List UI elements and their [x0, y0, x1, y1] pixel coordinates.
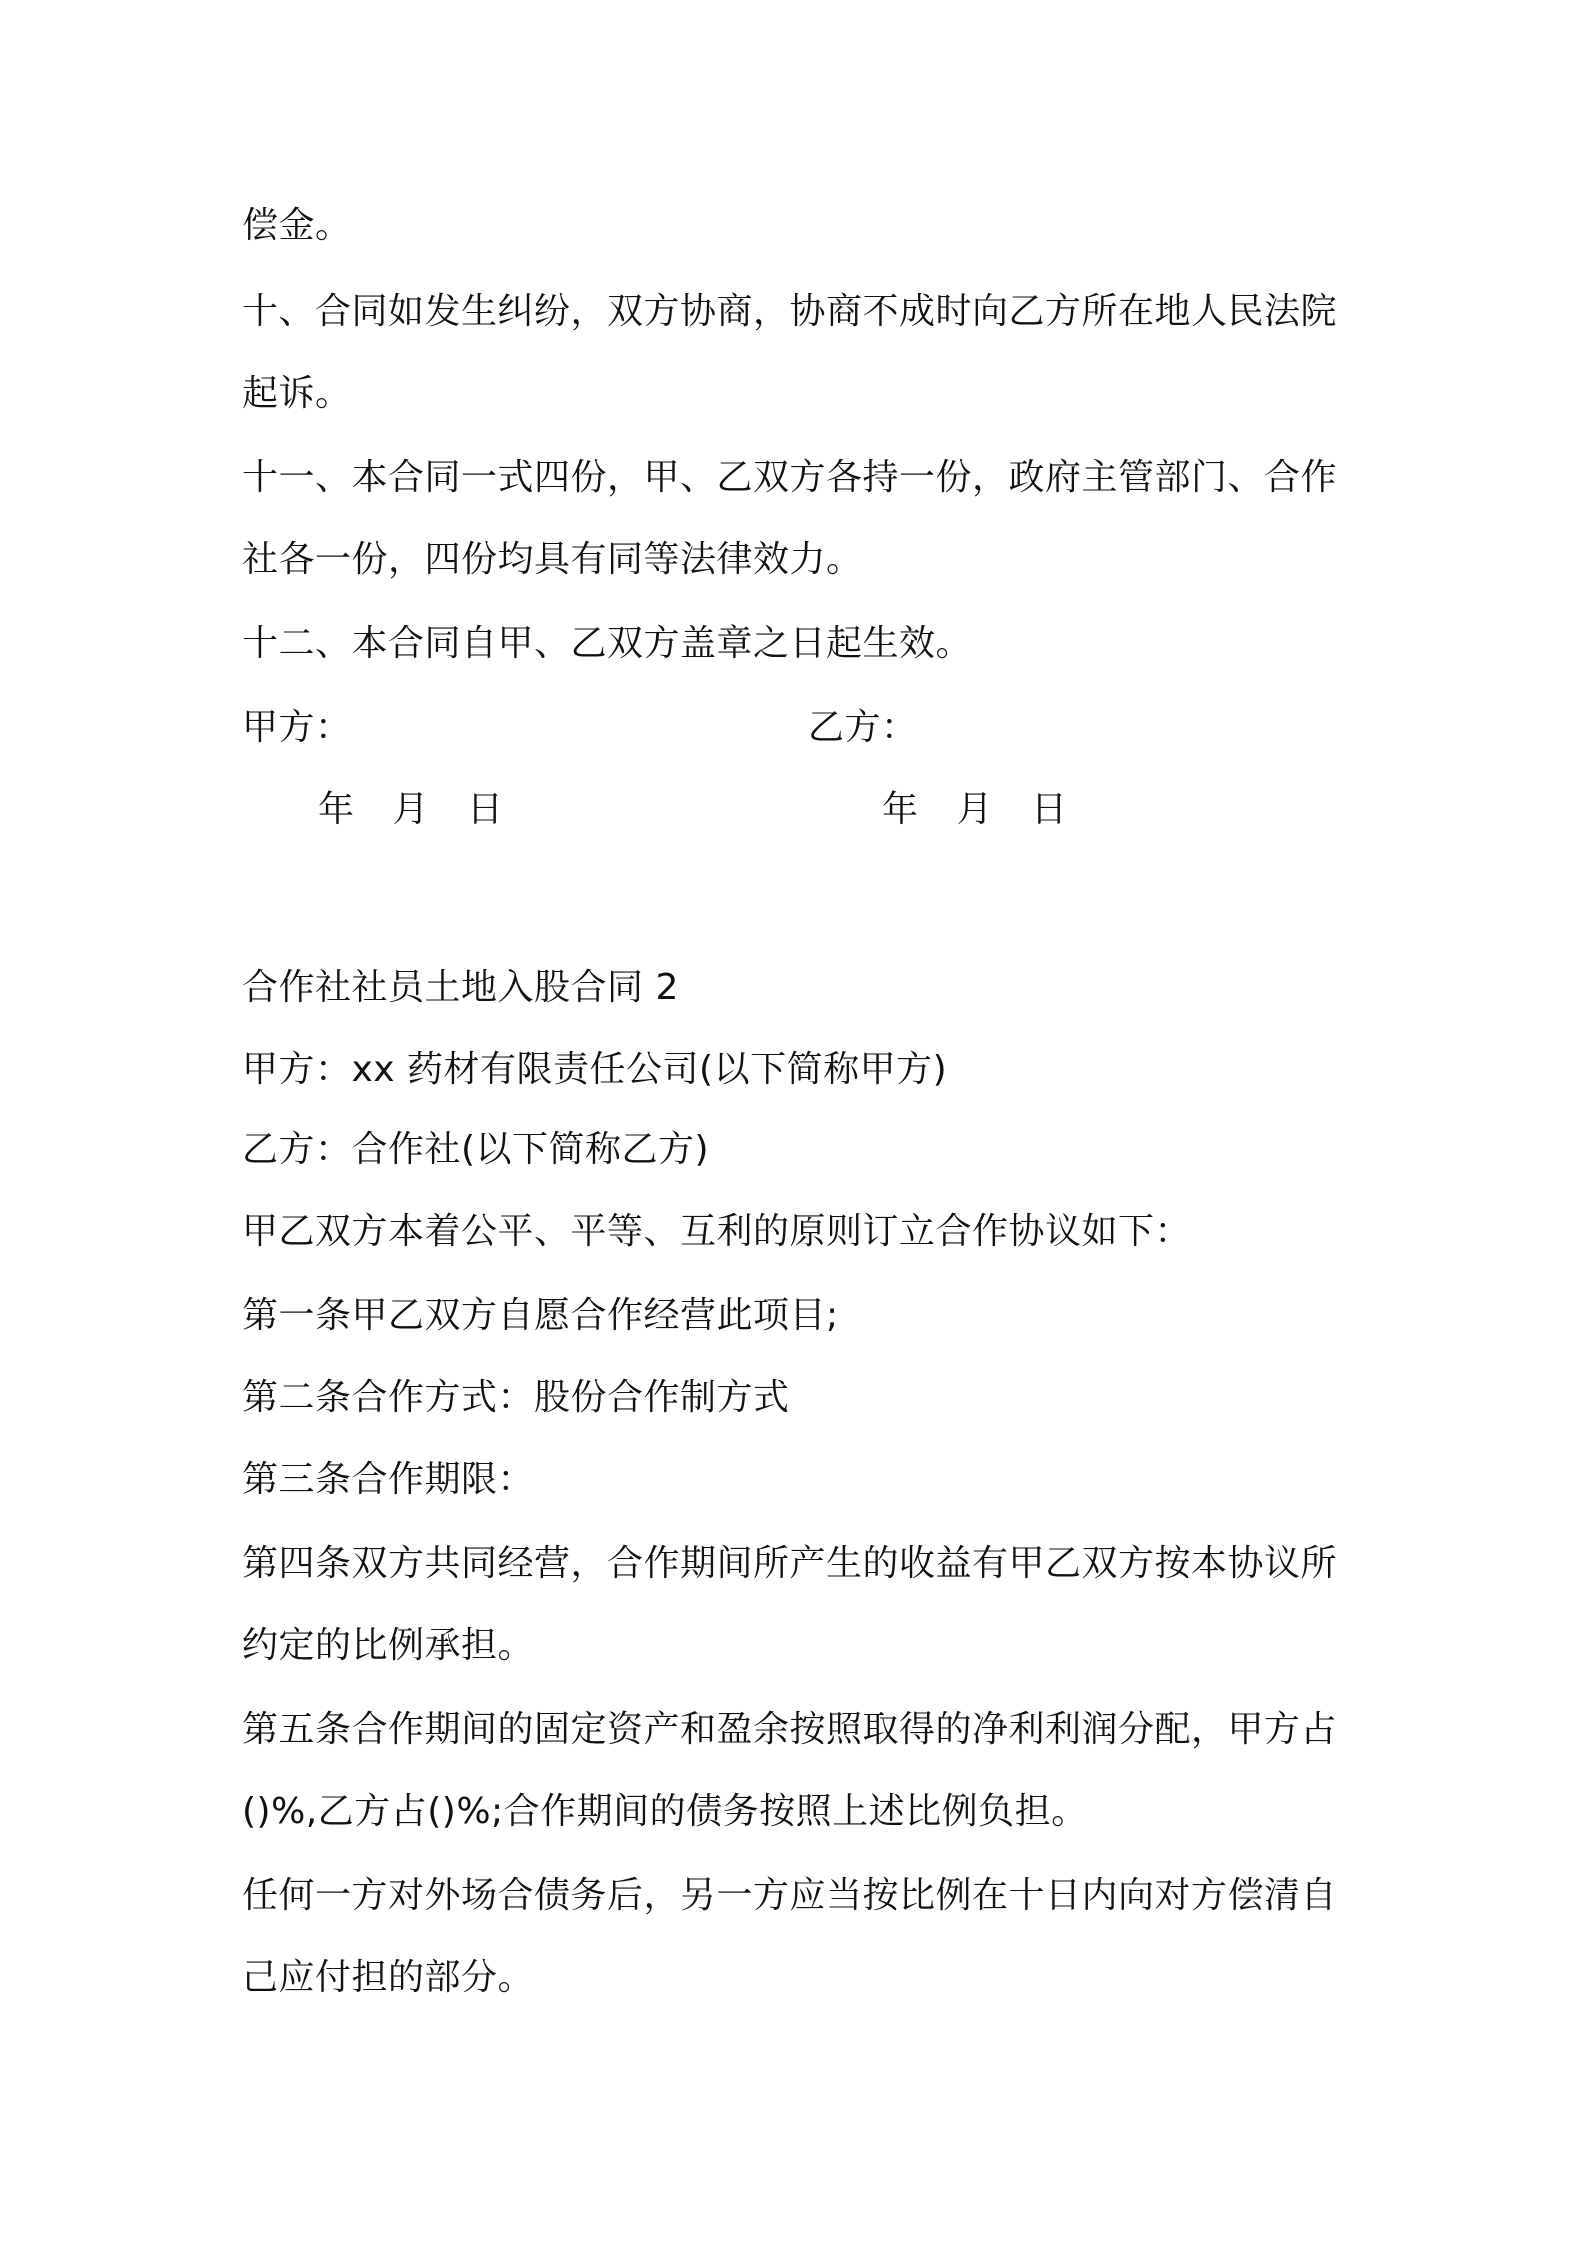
- party-a-signature-label: 甲方：: [242, 707, 352, 748]
- paragraph-line: 第五条合作期间的固定资产和盈余按照取得的净利利润分配，甲方占: [242, 1709, 1338, 1750]
- paragraph-line: 己应付担的部分。: [242, 1957, 535, 1998]
- party-a-date: [318, 788, 618, 832]
- date-month: 月: [392, 789, 430, 830]
- paragraph-line: ()%,乙方占()%;合作期间的债务按照上述比例负担。: [242, 1791, 1088, 1832]
- paragraph-line: 偿金。: [242, 205, 352, 246]
- date-year: 年: [882, 789, 919, 830]
- paragraph-line: 甲乙双方本着公平、平等、互利的原则订立合作协议如下：: [242, 1211, 1192, 1252]
- paragraph-line: 十、合同如发生纠纷，双方协商，协商不成时向乙方所在地人民法院: [242, 291, 1338, 332]
- paragraph-line: 十二、本合同自甲、乙双方盖章之日起生效。: [242, 623, 973, 664]
- paragraph-line: 第三条合作期限：: [242, 1459, 535, 1500]
- paragraph-line: 十一、本合同一式四份，甲、乙双方各持一份，政府主管部门、合作: [242, 457, 1338, 498]
- date-day: 日: [1031, 789, 1068, 830]
- paragraph-line: 约定的比例承担。: [242, 1625, 535, 1666]
- paragraph-line: 乙方：合作社(以下简称乙方): [242, 1129, 710, 1170]
- date-day: 日: [467, 789, 504, 830]
- paragraph-line: 起诉。: [242, 373, 352, 414]
- paragraph-line: 第二条合作方式：股份合作制方式: [242, 1377, 790, 1418]
- paragraph-line: 任何一方对外场合债务后，另一方应当按比例在十日内向对方偿清自: [242, 1875, 1338, 1916]
- date-month: 月: [956, 789, 994, 830]
- paragraph-line: 社各一份，四份均具有同等法律效力。: [242, 539, 863, 580]
- party-b-date: [882, 788, 1182, 832]
- paragraph-line: 第一条甲乙双方自愿合作经营此项目;: [242, 1295, 839, 1336]
- paragraph-line: 甲方：xx 药材有限责任公司(以下简称甲方): [242, 1049, 948, 1090]
- party-b-signature-label: 乙方：: [808, 707, 918, 748]
- date-year: 年: [318, 789, 355, 830]
- paragraph-line: 第四条双方共同经营，合作期间所产生的收益有甲乙双方按本协议所: [242, 1543, 1338, 1584]
- contract-title: 合作社社员土地入股合同 2: [242, 967, 679, 1008]
